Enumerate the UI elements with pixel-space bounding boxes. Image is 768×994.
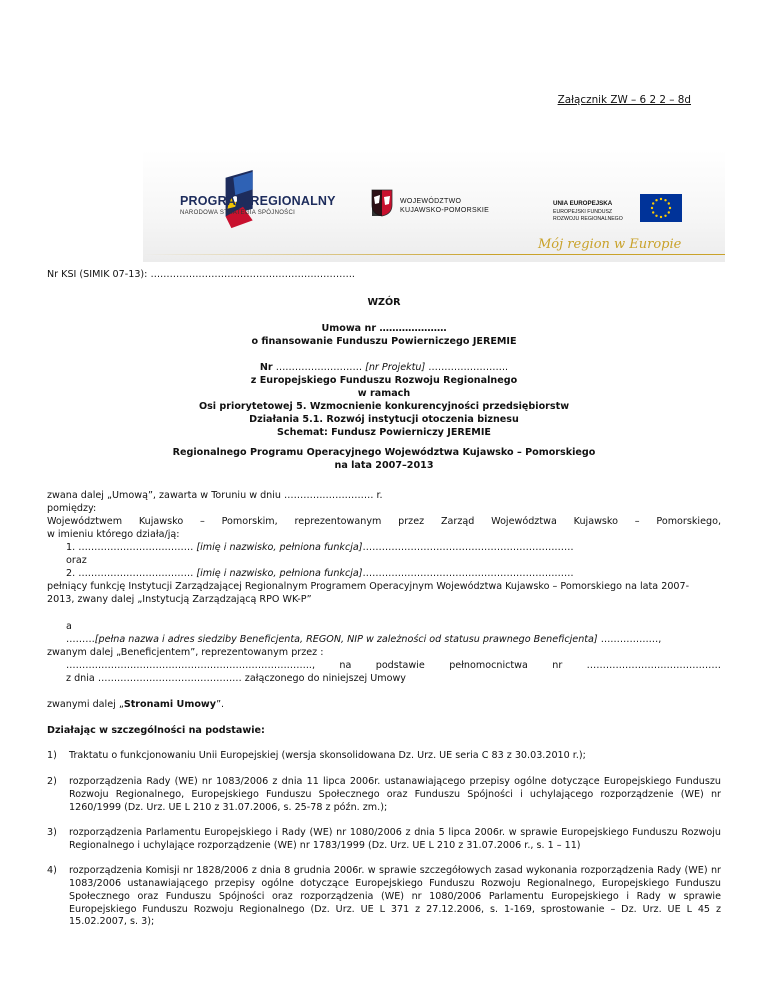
representative-1-dots: ………………………………: [75, 542, 197, 553]
program-name-line1: Regionalnego Programu Operacyjnego Województwa Kujawsko – Pomorskiego: [172, 447, 596, 458]
representative-2-line: [66, 568, 721, 581]
representative-1-line: [66, 542, 721, 555]
legal-basis-item-text: Traktatu o funkcjonowaniu Unii Europejskiej (wersja skonsolidowana Dz. Urz. UE seria C 83 z 30.03.2010 r.);: [69, 750, 586, 761]
measure-line: Działania 5.1. Rozwój instytucji otoczenia biznesu: [249, 414, 519, 425]
beneficiary-description: [pełna nazwa i adres siedziby Beneficjenta, REGON, NIP w zależności od statusu prawnego Beneficjenta]: [94, 634, 598, 645]
between-label: pomiędzy:: [47, 503, 97, 514]
annex-label: Załącznik ZW – 6 2 2 – 8d: [557, 94, 691, 106]
contract-number-heading: Umowa nr …………………: [321, 323, 447, 334]
banner-divider: [143, 254, 725, 255]
program-subtitle: NARODOWA STRATEGIA SPÓJNOŚCI: [180, 210, 296, 216]
beneficiary-line: [66, 634, 721, 647]
beneficiary-dots: ………: [66, 634, 95, 645]
managing-authority-line1: pełniący funkcję Instytucji Zarządzającej Regionalnym Programem Operacyjnym Województwa Kujawsko – Pomorskiego na lata 2007-: [47, 581, 690, 592]
and-a-label: a: [66, 621, 72, 632]
parties-definition-term: Stronami Umowy: [123, 699, 217, 710]
legal-basis-item-text: rozporządzenia Komisji nr 1828/2006 z dnia 8 grudnia 2006r. w sprawie szczegółowych zasad wykonania rozporządzenia Rady (WE) nr 1083/2006 ustanawiającego przepisy ogólne dotyczące Europejskiego Funduszu Rozwoju Regionalnego, Europejskiego Funduszu Społecznego oraz Funduszu Spójności oraz rozporządzenia (WE) nr 1080/2006 Parlamentu Europejskiego i Rady w sprawie Europejskiego Funduszu Rozwoju Regionalnego (Dz. Urz. UE L 371 z 27.12.2006, s. 1-169, sprostowanie – Dz. Urz. UE L 45 z 15.02.2007, s. 3);: [69, 865, 721, 928]
region-name-line1: WOJEWÓDZTWO: [400, 198, 462, 205]
contract-subject-heading: o finansowanie Funduszu Powierniczego JEREMIE: [251, 336, 517, 347]
project-number-prefix: Nr: [259, 362, 273, 373]
acting-on-behalf-line: w imieniu którego działa/ją:: [47, 529, 180, 540]
power-of-attorney-line: ………………………………………………………………….., na podstawie pełnomocnictwa nr ……………………………………: [66, 660, 721, 671]
contract-date-line: zwana dalej „Umową”, zawarta w Toruniu w dniu ………….…………… r.: [47, 490, 383, 501]
and-label: oraz: [66, 555, 87, 566]
representative-1-trailing: …………………………………………………………: [362, 542, 574, 553]
logo-banner: [143, 150, 725, 262]
legal-basis-item-text: rozporządzenia Parlamentu Europejskiego i Rady (WE) nr 1080/2006 z dnia 5 lipca 2006r. w sprawie Europejskiego Funduszu Rozwoju Regionalnego i uchylające rozporządzenie (WE) nr 1783/1999 (Dz. Urz. UE L 210 z 31.07.2006 r., s. 1 – 11): [69, 827, 721, 851]
program-name-line2: na lata 2007–2013: [334, 460, 434, 471]
representative-2-dots: ………………………………: [75, 568, 197, 579]
managing-authority-line2: 2013, zwany dalej „Instytucją Zarządzającą RPO WK-P”: [47, 594, 312, 605]
project-number-dots-trailing: …………………….: [425, 362, 509, 373]
parties-definition-post: ”.: [216, 699, 225, 710]
region-crest-icon: [371, 189, 393, 217]
representative-1-number: 1.: [66, 542, 76, 553]
document-type-heading: WZÓR: [367, 297, 401, 308]
legal-basis-item-number: 3): [47, 827, 57, 838]
fund-line: z Europejskiego Funduszu Rozwoju Regionalnego: [250, 375, 518, 386]
priority-axis-line: Osi priorytetowej 5. Wzmocnienie konkurencyjności przedsiębiorstw: [198, 401, 570, 412]
legal-basis-item-number: 2): [47, 776, 57, 787]
project-number-placeholder: [nr Projektu]: [365, 362, 426, 373]
parties-definition-line: [47, 699, 721, 712]
legal-basis-item-text: rozporządzenia Rady (WE) nr 1083/2006 z dnia 11 lipca 2006r. ustanawiającego przepisy ogólne dotyczące Europejskiego Funduszu Rozwoju Regionalnego, Europejskiego Funduszu Społecznego oraz Funduszu Spójności i uchylającego rozporządzenie (WE) nr 1260/1999 (Dz. Urz. UE L 210 z 31.07.2006, s. 25-78 z późn. zm.);: [69, 776, 721, 813]
project-number-dots: ………………………: [272, 362, 366, 373]
region-name-line2: KUJAWSKO-POMORSKIE: [400, 207, 490, 214]
representative-2-role: [imię i nazwisko, pełniona funkcja]: [196, 568, 363, 579]
scheme-line: Schemat: Fundusz Powierniczy JEREMIE: [277, 427, 491, 438]
power-of-attorney-date-line: z dnia ……………………………………… załączonego do niniejszej Umowy: [66, 673, 406, 684]
within-line: w ramach: [357, 388, 411, 399]
eu-flag-icon: [640, 194, 682, 222]
eu-name: UNIA EUROPEJSKA: [553, 200, 613, 207]
eu-fund-line1: EUROPEJSKI FUNDUSZ: [553, 209, 613, 215]
eu-fund-line2: ROZWOJU REGIONALNEGO: [553, 216, 623, 222]
representative-2-number: 2.: [66, 568, 76, 579]
parties-definition-pre: zwanymi dalej „: [47, 699, 124, 710]
party-voivodeship-line: Województwem Kujawsko – Pomorskim, reprezentowanym przez Zarząd Województwa Kujawsko – Pomorskiego,: [47, 516, 721, 527]
beneficiary-represented-line: zwanym dalej „Beneficjentem”, reprezentowanym przez :: [47, 647, 324, 658]
legal-basis-heading: Działając w szczególności na podstawie:: [47, 725, 265, 736]
project-number-line: [47, 362, 721, 375]
representative-1-role: [imię i nazwisko, pełniona funkcja]: [196, 542, 363, 553]
legal-basis-item-number: 4): [47, 865, 57, 876]
legal-basis-item-number: 1): [47, 750, 57, 761]
motto-text: Mój region w Europie: [538, 237, 682, 252]
representative-2-trailing: …………………………………………………………: [362, 568, 574, 579]
beneficiary-trailing: ………………,: [597, 634, 662, 645]
ksi-number-line: Nr KSI (SIMIK 07-13): ……………………………………………………….: [47, 269, 355, 280]
program-title: PROGRAM REGIONALNY: [180, 194, 336, 208]
